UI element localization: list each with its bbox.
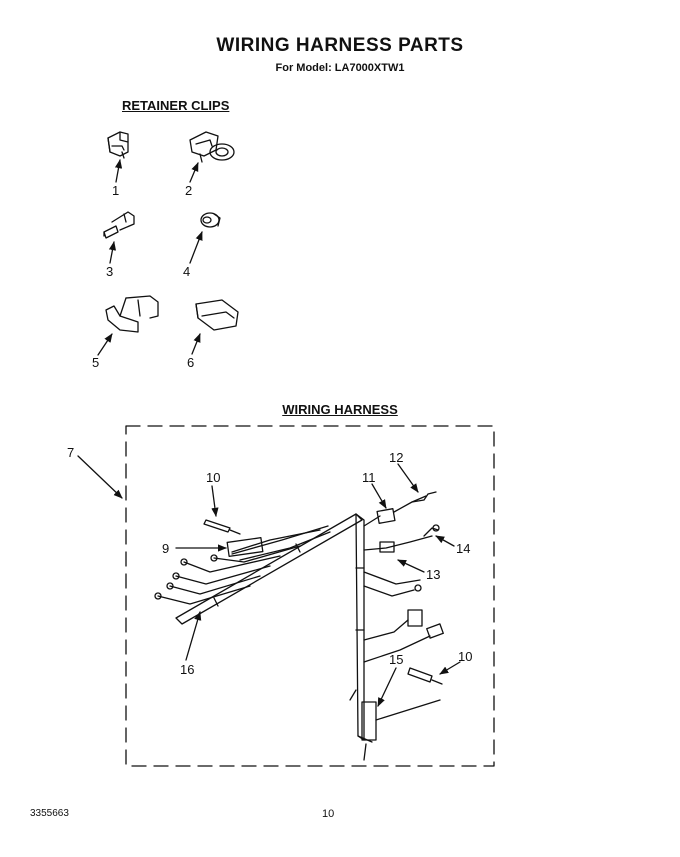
retainer-clip-6-drawing (196, 300, 238, 330)
callout-16: 16 (180, 662, 195, 677)
callout-1-arrow (116, 160, 120, 182)
retainer-clip-1-drawing (108, 132, 128, 158)
callout-13-arrow (398, 560, 424, 572)
callout-12-arrow (398, 464, 418, 492)
callout-6: 6 (187, 355, 195, 370)
retainer-clip-3-drawing (104, 212, 134, 238)
callout-14-arrow (436, 536, 454, 546)
callout-2: 2 (185, 183, 193, 198)
model-subtitle: For Model: LA7000XTW1 (275, 62, 405, 74)
callout-3-arrow (110, 242, 114, 263)
callout-14: 14 (456, 541, 471, 556)
callout-2-arrow (190, 163, 198, 182)
callout-10-top: 10 (206, 470, 221, 485)
callout-10-bottom: 10 (458, 649, 473, 664)
page-number: 10 (322, 808, 335, 820)
callout-5: 5 (92, 355, 100, 370)
callout-7: 7 (67, 445, 75, 460)
retainer-clip-2-drawing (190, 132, 234, 162)
callout-11-arrow (372, 484, 386, 508)
page-title: WIRING HARNESS PARTS (216, 35, 464, 56)
callout-4: 4 (183, 264, 191, 279)
callout-11: 11 (362, 470, 376, 485)
callout-3: 3 (106, 264, 114, 279)
retainer-clips-heading: RETAINER CLIPS (122, 98, 230, 113)
callout-5-arrow (98, 334, 112, 355)
callout-13: 13 (426, 567, 441, 582)
retainer-clip-4-drawing (201, 213, 220, 227)
wiring-harness-heading: WIRING HARNESS (282, 402, 398, 417)
callout-15-arrow (378, 668, 396, 706)
callout-6-arrow (192, 334, 200, 354)
retainer-clip-5-drawing (106, 296, 158, 332)
callout-7-arrow (78, 456, 122, 498)
harness-boundary (126, 426, 494, 766)
document-number: 3355663 (30, 808, 69, 819)
callout-9: 9 (162, 541, 170, 556)
callout-1: 1 (112, 183, 120, 198)
wiring-harness-drawing (155, 492, 443, 760)
callout-10-bottom-arrow (440, 662, 460, 674)
callout-4-arrow (190, 232, 202, 263)
callout-10-top-arrow (212, 486, 216, 516)
callout-15: 15 (389, 652, 404, 667)
callout-16-arrow (186, 612, 200, 660)
callout-12: 12 (389, 450, 404, 465)
